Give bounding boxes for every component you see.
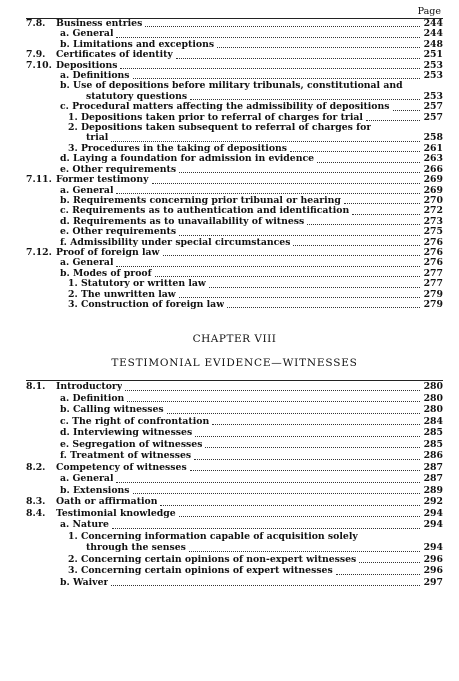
toc-section-entry	[26, 50, 443, 60]
page-number: 263	[423, 153, 443, 165]
toc-subentry	[26, 554, 443, 566]
dot-leader	[133, 78, 420, 79]
toc-subentry	[26, 519, 443, 531]
page-number: 289	[423, 484, 443, 496]
toc-section-entry	[26, 508, 443, 520]
toc-subentry	[26, 165, 443, 175]
page-number: 279	[423, 288, 443, 300]
page-number: 257	[423, 101, 443, 113]
entry-title: 2. The unwritten law	[68, 289, 176, 300]
page-number: 269	[423, 174, 443, 186]
entry-title: c. Procedural matters affecting the admissibility of depositions	[60, 102, 390, 113]
dot-leader	[160, 505, 420, 506]
entry-title: b. Extensions	[60, 484, 130, 496]
dot-leader	[125, 390, 420, 391]
page-number: 292	[423, 496, 443, 508]
dot-leader	[194, 459, 420, 460]
toc-subentry	[26, 439, 443, 451]
page-number: 276	[423, 246, 443, 258]
dot-leader	[227, 307, 420, 308]
dot-leader	[167, 413, 420, 414]
entry-title: 3. Construction of foreign law	[68, 299, 225, 310]
section-number: 7.11.	[26, 174, 52, 186]
page-number: 244	[423, 18, 443, 29]
page-number: 275	[423, 226, 443, 238]
toc-subentry	[26, 393, 443, 405]
dot-leader	[366, 120, 420, 121]
dot-leader	[111, 585, 420, 586]
page-number: 296	[423, 565, 443, 577]
toc-subentry	[26, 279, 443, 289]
page-number: 285	[423, 438, 443, 450]
dot-leader	[209, 287, 420, 288]
toc-section-entry	[26, 248, 443, 258]
entry-title: a. General	[60, 258, 114, 269]
section-number: 8.2.	[26, 461, 46, 473]
page-number: 257	[423, 111, 443, 123]
toc-subentry	[26, 102, 443, 112]
entry-title: b. Limitations and exceptions	[60, 39, 215, 50]
section-number: 8.3.	[26, 496, 46, 508]
section-number: 8.1.	[26, 381, 46, 393]
entry-title: 3. Concerning certain opinions of expert witnesses	[68, 565, 333, 577]
entry-title: Former testimony	[56, 175, 149, 186]
entry-title: a. General	[60, 473, 114, 485]
page-number: 272	[423, 205, 443, 217]
dot-leader	[179, 516, 420, 517]
toc-subentry	[26, 290, 443, 300]
dot-leader	[179, 297, 420, 298]
dot-leader	[176, 58, 420, 59]
dot-leader	[179, 235, 420, 236]
entry-title: a. Nature	[60, 519, 109, 531]
dot-leader	[179, 172, 420, 173]
page-number: 253	[423, 59, 443, 71]
dot-leader	[352, 214, 420, 215]
toc-subentry	[26, 450, 443, 462]
dot-leader	[152, 183, 420, 184]
toc-subentry	[26, 123, 443, 133]
toc-subentry	[26, 196, 443, 206]
dot-leader	[290, 151, 420, 152]
entry-title: a. General	[60, 185, 114, 196]
page-number: 294	[423, 507, 443, 519]
page-number: 258	[423, 132, 443, 144]
section-number: 8.4.	[26, 507, 46, 519]
toc-subentry	[26, 71, 443, 81]
toc-section-entry	[26, 175, 443, 185]
toc-subentry	[26, 269, 443, 279]
toc-section-entry	[26, 462, 443, 474]
entry-title: a. Definitions	[60, 71, 130, 82]
dot-leader	[155, 276, 420, 277]
page-number: 251	[423, 49, 443, 61]
dot-leader	[393, 110, 420, 111]
entry-title: 1. Statutory or written law	[68, 279, 206, 290]
entry-title: e. Segregation of witnesses	[60, 438, 203, 450]
toc-section-chapter-7	[26, 19, 443, 310]
dot-leader	[336, 574, 420, 575]
toc-subentry	[26, 577, 443, 589]
dot-leader	[116, 193, 420, 194]
toc-subentry	[26, 565, 443, 577]
page-number: 294	[423, 519, 443, 531]
section-number: 7.10.	[26, 59, 52, 71]
dot-leader	[163, 255, 420, 256]
toc-subentry	[26, 542, 443, 554]
toc-subentry	[26, 485, 443, 497]
page-number: 248	[423, 38, 443, 50]
dot-leader	[145, 26, 420, 27]
entry-title: Oath or affirmation	[56, 496, 158, 508]
section-number: 7.12.	[26, 246, 52, 258]
entry-title: d. Laying a foundation for admission in evidence	[60, 154, 315, 165]
dot-leader	[112, 528, 420, 529]
entry-title: Introductory	[56, 381, 123, 393]
dot-leader	[120, 68, 420, 69]
entry-title: 2. Depositions taken subsequent to referral of charges for	[68, 123, 372, 134]
dot-leader	[111, 141, 420, 142]
dot-leader	[205, 447, 420, 448]
page-number: 286	[423, 450, 443, 462]
page-number: 266	[423, 163, 443, 175]
entry-title: c. The right of confrontation	[60, 415, 210, 427]
toc-subentry	[26, 154, 443, 164]
entry-title: trial	[86, 133, 109, 144]
toc-subentry	[26, 416, 443, 428]
entry-title: f. Admissibility under special circumstances	[60, 237, 291, 248]
toc-subentry	[26, 427, 443, 439]
entry-title: b. Modes of proof	[60, 268, 152, 279]
toc-subentry	[26, 473, 443, 485]
page-column-label: Page	[417, 6, 441, 17]
page-number: 280	[423, 381, 443, 393]
page-number: 269	[423, 184, 443, 196]
toc-subentry	[26, 217, 443, 227]
dot-leader	[293, 245, 420, 246]
entry-title: d. Requirements as to unavailability of witness	[60, 216, 305, 227]
entry-title: Testimonial knowledge	[56, 507, 176, 519]
entry-title: b. Use of depositions before military tribunals, constitutional and	[60, 81, 403, 92]
page-number: 273	[423, 215, 443, 227]
page-number: 285	[423, 427, 443, 439]
dot-leader	[190, 470, 420, 471]
entry-title: 1. Concerning information capable of acquisition solely	[68, 530, 358, 542]
entry-title: through the senses	[86, 542, 186, 554]
entry-title: c. Requirements as to authentication and identification	[60, 206, 350, 217]
entry-title: b. Waiver	[60, 576, 109, 588]
dot-leader	[317, 162, 420, 163]
dot-leader	[190, 99, 420, 100]
page-number: 277	[423, 278, 443, 290]
chapter-heading: CHAPTER VIII	[192, 333, 277, 346]
entry-title: Depositions	[56, 60, 118, 71]
toc-section-entry	[26, 19, 443, 29]
toc-subentry	[26, 186, 443, 196]
dot-leader	[189, 551, 420, 552]
entry-title: e. Other requirements	[60, 227, 177, 238]
dot-leader	[195, 436, 420, 437]
page-number: 296	[423, 553, 443, 565]
page-number: 279	[423, 298, 443, 310]
entry-title: statutory questions	[86, 91, 188, 102]
dot-leader	[344, 203, 420, 204]
page-number: 277	[423, 267, 443, 279]
toc-subentry	[26, 238, 443, 248]
entry-title: 3. Procedures in the taking of depositions	[68, 143, 288, 154]
entry-title: Proof of foreign law	[56, 247, 160, 258]
page-number: 276	[423, 236, 443, 248]
dot-leader	[116, 482, 420, 483]
dot-leader	[133, 493, 420, 494]
entry-title: d. Interviewing witnesses	[60, 427, 193, 439]
toc-subentry	[26, 81, 443, 91]
toc-subentry	[26, 227, 443, 237]
section-number: 7.9.	[26, 49, 46, 61]
page-number: 244	[423, 28, 443, 40]
page-number: 276	[423, 257, 443, 269]
entry-title: f. Treatment of witnesses	[60, 450, 192, 462]
entry-title: Competency of witnesses	[56, 461, 187, 473]
entry-title: b. Calling witnesses	[60, 404, 164, 416]
entry-title: 2. Concerning certain opinions of non-expert witnesses	[68, 553, 357, 565]
toc-subentry	[26, 92, 443, 102]
entry-title: Business entries	[56, 19, 143, 29]
toc-section-chapter-8	[26, 381, 443, 588]
page-number: 287	[423, 473, 443, 485]
page-number: 270	[423, 194, 443, 206]
toc-section-entry	[26, 61, 443, 71]
entry-title: b. Requirements concerning prior tribunal or hearing	[60, 195, 341, 206]
toc-subentry	[26, 258, 443, 268]
dot-leader	[359, 562, 420, 563]
dot-leader	[307, 224, 420, 225]
toc-subentry	[26, 404, 443, 416]
page-number: 297	[423, 576, 443, 588]
page-number: 261	[423, 142, 443, 154]
toc-subentry	[26, 133, 443, 143]
page-number: 294	[423, 542, 443, 554]
toc-subentry	[26, 206, 443, 216]
page-number: 280	[423, 404, 443, 416]
page-number: 253	[423, 70, 443, 82]
entry-title: e. Other requirements	[60, 164, 177, 175]
toc-subentry	[26, 40, 443, 50]
toc-subentry	[26, 531, 443, 543]
toc-section-entry	[26, 381, 443, 393]
toc-subentry	[26, 113, 443, 123]
dot-leader	[212, 424, 420, 425]
dot-leader	[116, 37, 420, 38]
page-number: 287	[423, 461, 443, 473]
page-number: 280	[423, 392, 443, 404]
toc-subentry	[26, 300, 443, 310]
entry-title: a. General	[60, 29, 114, 40]
dot-leader	[116, 266, 420, 267]
entry-title: 1. Depositions taken prior to referral of charges for trial	[68, 112, 363, 123]
entry-title: Certificates of identity	[56, 50, 173, 61]
chapter-title: TESTIMONIAL EVIDENCE—WITNESSES	[111, 357, 358, 370]
toc-subentry	[26, 29, 443, 39]
dot-leader	[217, 47, 420, 48]
page-number: 253	[423, 90, 443, 102]
section-number: 7.8.	[26, 18, 46, 29]
toc-section-entry	[26, 496, 443, 508]
page-number: 284	[423, 415, 443, 427]
dot-leader	[127, 401, 420, 402]
entry-title: a. Definition	[60, 392, 125, 404]
toc-subentry	[26, 144, 443, 154]
